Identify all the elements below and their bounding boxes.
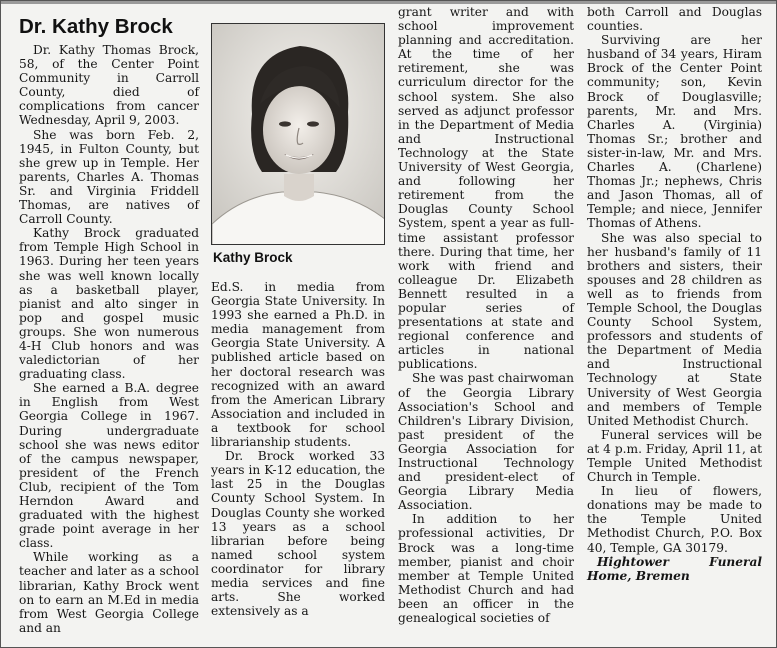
paragraph: Kathy Brock graduated from Temple High School in 1963. During her teen years she was well known locally as a basketball player, pianist and alto singer in pop and gospel music groups. She won numerous 4-H Club honors and was valedictorian of her graduating class.: [19, 226, 199, 382]
paragraph: Surviving are her husband of 34 years, Hiram Brock of the Center Point community; son, Kevin Brock of Douglasville; parents, Mr. and Mrs. Charles A. (Virginia) Thomas Sr.; brother and sister-in-law, Mr. and Mrs. Charles A. (Charlene) Thomas Jr.; nephews, Chris and Jason Thomas, all of Temple; and niece, Jennifer Thomas of Athens.: [587, 33, 762, 231]
paragraph: both Carroll and Douglas counties.: [587, 5, 762, 34]
obituary-headline: Dr. Kathy Brock: [19, 15, 173, 38]
paragraph: Dr. Kathy Thomas Brock, 58, of the Center Point Community in Carroll County, died of complications from cancer Wednesday, April 9, 2003.: [19, 43, 199, 128]
paragraph: She was past chairwoman of the Georgia Library Association's School and Children's Library Division, past president of the Georgia Association for Instructional Technology and president-elect of Georgia Library Media Association.: [398, 371, 574, 513]
column-1: [19, 1, 199, 635]
paragraph: grant writer and with school improvement planning and accreditation. At the time of her retirement, she was curriculum director for the school system. She also served as adjunct professor in the Department of Media and Instructional Technology at the State University of West Georgia, and following her retirement from the Douglas County School System, spent a year as full-time assistant professor there. During that time, her work with friend and colleague Dr. Elizabeth Bennett resulted in a popular series of presentations at state and regional conference and articles in national publications.: [398, 5, 574, 372]
paragraph: Dr. Brock worked 33 years in K-12 education, the last 25 in the Douglas County School System. In Douglas County she worked 13 years as a school librarian before being named school system coordinator for library media services and fine arts. She worked extensively as a: [211, 449, 385, 619]
funeral-home-signoff-line2: Home, Bremen: [587, 568, 690, 583]
paragraph: In lieu of flowers, donations may be made to the Temple United Methodist Church, P.O. Box 40, Temple, GA 30179.: [587, 484, 762, 555]
photo-caption: Kathy Brock: [213, 250, 293, 265]
paragraph: She was born Feb. 2, 1945, in Fulton County, but she grew up in Temple. Her parents, Charles A. Thomas Sr. and Virginia Friddell Thomas, are natives of Carroll County.: [19, 127, 199, 227]
paragraph: While working as a teacher and later as a school librarian, Kathy Brock went on to earn an M.Ed in media from West Georgia College and an: [19, 550, 199, 635]
paragraph: She was also special to her husband's family of 11 brothers and sisters, their spouses and 28 children as well as to friends from Temple School, the Douglas County School System, professors and students of the Department of Media and Instructional Technology at State University of West Georgia and members of Temple United Methodist Church.: [587, 230, 762, 428]
paragraph: Ed.S. in media from Georgia State University. In 1993 she earned a Ph.D. in media management from Georgia State University. A published article based on her doctoral research was recognized with an award from the American Library Association and included in a textbook for school librarianship students.: [211, 280, 385, 450]
paragraph: In addition to her professional activities, Dr Brock was a long-time member, pianist and choir member at Temple United Methodist Church and had been an officer in the genealogical societies of: [398, 512, 574, 626]
column-3: [398, 5, 574, 625]
paragraph: Funeral services will be at 4 p.m. Friday, April 11, at Temple United Methodist Church in Temple.: [587, 427, 762, 485]
funeral-home-signoff: Hightower Funeral: [597, 554, 762, 569]
paragraph: She earned a B.A. degree in English from West Georgia College in 1967. During undergraduate school she was news editor of the campus newspaper, president of the French Club, recipient of the Tom Herndon Award and graduated with the highest grade point average in her class.: [19, 381, 199, 551]
column-4: [587, 5, 762, 583]
portrait-photo: [211, 23, 385, 245]
